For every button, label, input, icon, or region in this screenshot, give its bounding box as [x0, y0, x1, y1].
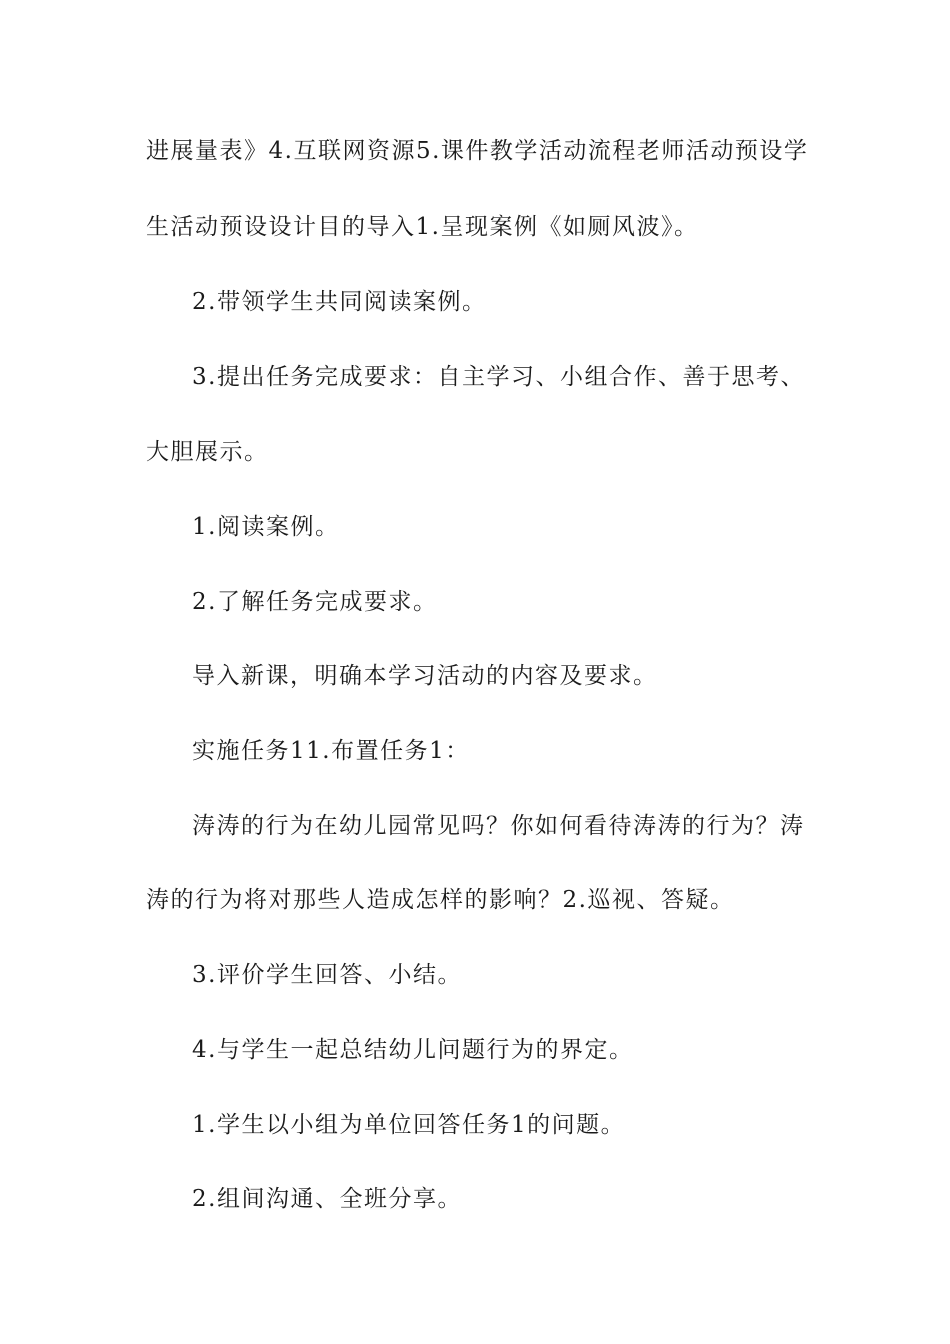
text-line: 导入新课，明确本学习活动的内容及要求。	[192, 663, 658, 689]
text-line: 生活动预设设计目的导入1.呈现案例《如厕风波》。	[146, 214, 699, 240]
text-line: 3.评价学生回答、小结。	[192, 962, 462, 988]
text-line: 2.带领学生共同阅读案例。	[192, 289, 487, 315]
text-line: 1.阅读案例。	[192, 514, 340, 540]
text-line: 实施任务11.布置任务1：	[192, 738, 470, 764]
text-line: 1.学生以小组为单位回答任务1的问题。	[192, 1112, 626, 1138]
text-line: 大胆展示。	[146, 439, 269, 465]
text-line: 涛涛的行为在幼儿园常见吗？你如何看待涛涛的行为？涛	[192, 813, 805, 839]
text-line: 4.与学生一起总结幼儿问题行为的界定。	[192, 1037, 634, 1063]
text-line: 涛的行为将对那些人造成怎样的影响？2.巡视、答疑。	[146, 887, 735, 913]
text-line: 进展量表》4.互联网资源5.课件教学活动流程老师活动预设学	[146, 138, 809, 164]
text-line: 2.了解任务完成要求。	[192, 589, 438, 615]
text-line: 2.组间沟通、全班分享。	[192, 1186, 462, 1212]
text-line: 3.提出任务完成要求：自主学习、小组合作、善于思考、	[192, 364, 805, 390]
